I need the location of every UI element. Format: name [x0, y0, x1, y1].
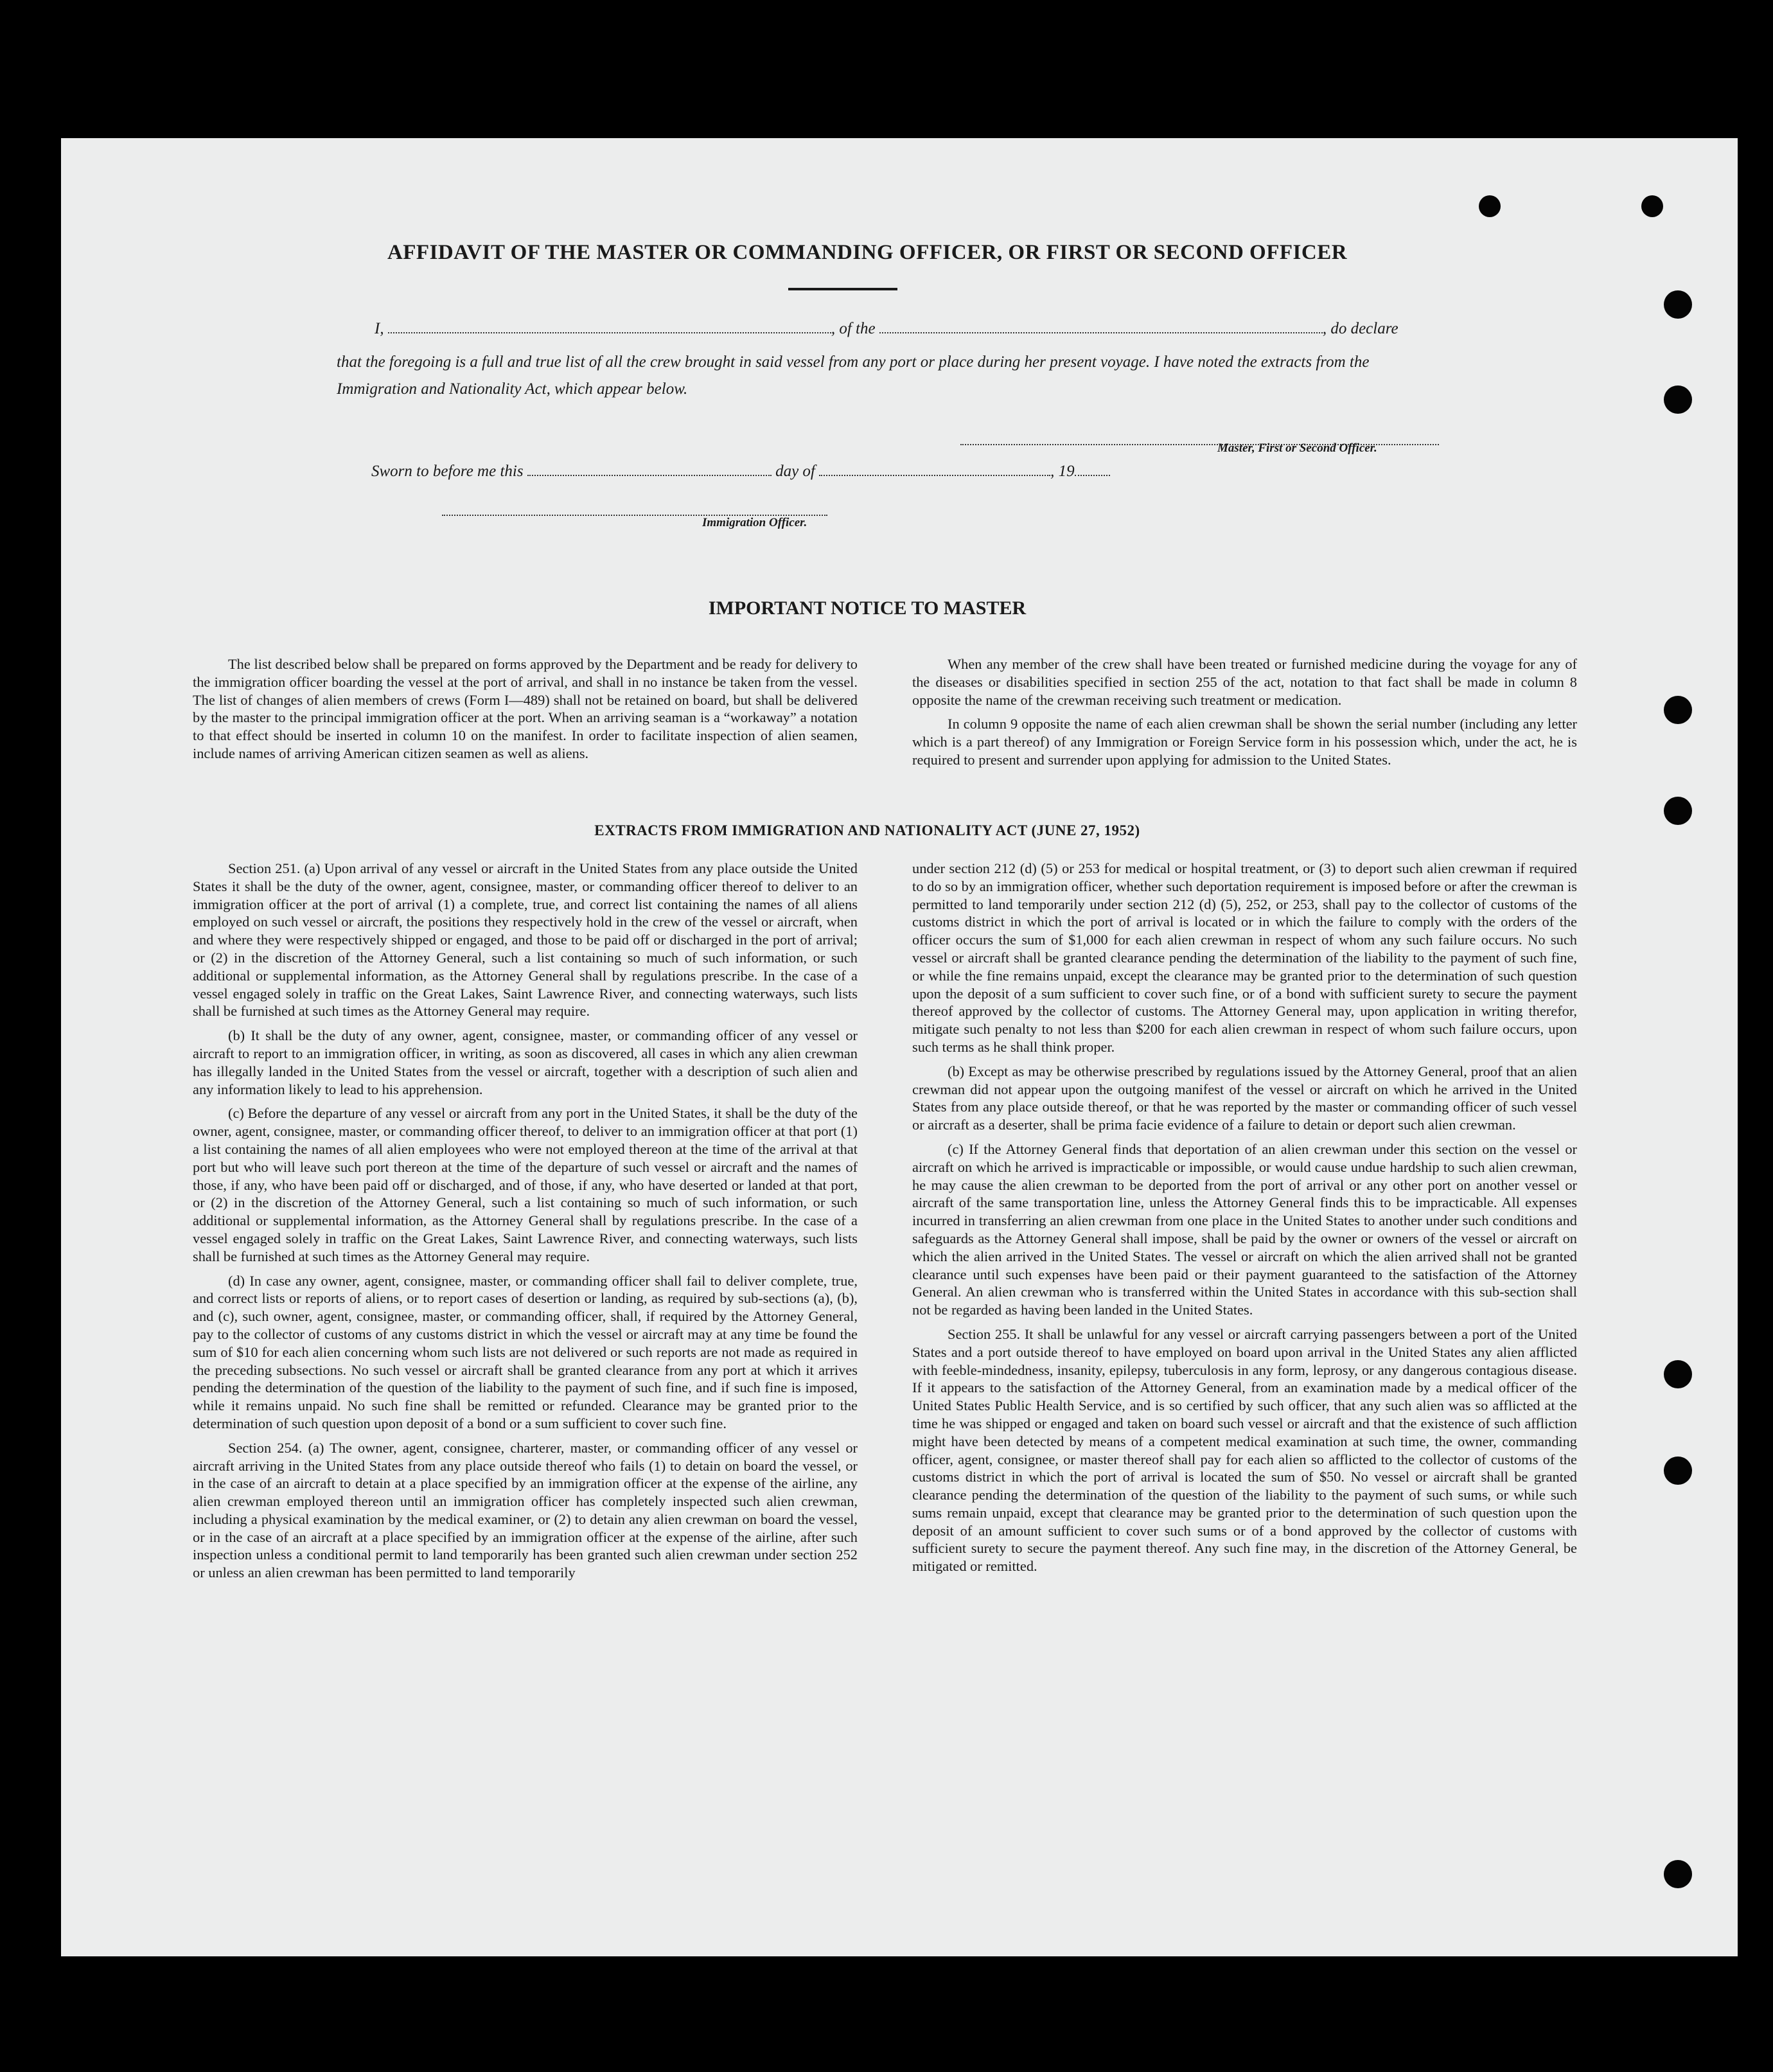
declaration-text: that the foregoing is a full and true list of all the crew brought in said vessel from any port or place during her present voyage. I have noted the extracts from the Immigration and Nationality Act, which appear below.	[337, 353, 1370, 398]
extract-paragraph: Section 251. (a) Upon arrival of any vessel or aircraft in the United States from any place outside the United States it shall be the duty of the owner, agent, consignee, master, or commanding officer thereof to deliver to an immigration officer at the port of arrival (1) a complete, true, and correct list containing the names of all aliens employed on such vessel or aircraft, the positions they respectively hold in the crew of the vessel or aircraft, when and where they were respectively shipped or engaged, and those to be paid off or discharged in the port of arrival; or (2) in the discretion of the Attorney General, such a list containing so much of such information, or such additional or supplemental information, as the Attorney General shall by regulations prescribe. In the case of a vessel engaged solely in traffic on the Great Lakes, Saint Lawrence River, and connecting waterways, such lists shall be furnished at such times as the Attorney General may require.	[193, 860, 858, 1020]
punch-hole	[1664, 1457, 1692, 1485]
punch-hole	[1664, 797, 1692, 825]
immigration-officer-caption: Immigration Officer.	[702, 516, 807, 529]
sworn-year-field[interactable]	[1075, 474, 1110, 476]
notice-paragraph: In column 9 opposite the name of each alien crewman shall be shown the serial number (including any letter which is a part thereof) of any Immigration or Foreign Service form in his possession which, under the act, he is required to present and surrender upon applying for admission to the United States.	[912, 716, 1577, 768]
vessel-name-field[interactable]	[879, 332, 1323, 333]
punch-hole	[1664, 290, 1692, 319]
declarant-name-field[interactable]	[388, 332, 831, 333]
extract-paragraph: (d) In case any owner, agent, consignee, master, or commanding officer shall fail to deliver complete, true, and correct lists or reports of aliens, or to report cases of desertion or landing, as required by sub-sections (a), (b), and (c), such owner, agent, consignee, master, or commanding officer, shall, if required by the Attorney General, pay to the collector of customs of any customs district in which the vessel or aircraft may at any time be found the sum of $10 for each alien concerning whom such lists are not delivered or such reports are not made as required in the preceding subsections. No such vessel or aircraft shall be granted clearance from any port at which it arrives pending the determination of the question of the liability to the payment of such fine, and if such fine is imposed, while it remains unpaid. No such fine shall be remitted or refunded. Clearance may be granted prior to the determination of such question upon deposit of a bond or a sum sufficient to cover such fine.	[193, 1272, 858, 1431]
declarant-prefix: I,	[375, 320, 384, 337]
punch-hole	[1664, 1860, 1692, 1888]
extracts-left-column	[193, 860, 858, 1588]
day-of-label: day of	[775, 463, 815, 480]
sworn-line	[371, 463, 1206, 481]
sworn-label: Sworn to before me this	[371, 463, 524, 480]
affidavit-title: AFFIDAVIT OF THE MASTER OR COMMANDING OFFICER, OR FIRST OR SECOND OFFICER	[387, 241, 1348, 264]
punch-hole	[1664, 696, 1692, 724]
extract-paragraph: Section 254. (a) The owner, agent, consignee, charterer, master, or commanding officer of any vessel or aircraft arriving in the United States from any place outside thereof who fails (1) to detain on board the vessel, or in the case of an aircraft to detain at a place specified by an immigration officer at the expense of the airline, any alien crewman employed thereon until an immigration officer has completely inspected such alien crewman, including a physical examination by the medical examiner, or (2) to detain any alien crewman on board the vessel, or in the case of an aircraft at a place specified by an immigration officer at the expense of the airline, after such inspection unless a conditional permit to land temporarily has been granted such alien crewman under section 252 or unless an alien crewman has been permitted to land temporarily	[193, 1439, 858, 1581]
extract-paragraph: (c) If the Attorney General finds that deportation of an alien crewman under this section on the vessel or aircraft on which he arrived is impracticable or impossible, or would cause undue hardship to such alien crewman, he may cause the alien crewman to be deported from the port of arrival or any other port on another vessel or aircraft of the same transportation line, unless the Attorney General finds this to be impracticable. All expenses incurred in transferring an alien crewman from one place in the United States to another under such conditions and safeguards as the Attorney General shall impose, shall be paid by the owner or owners of the vessel or aircraft on which the alien arrived in the United States. The vessel or aircraft on which the alien arrived shall not be granted clearance until such expenses have been paid or their payment guaranteed to the satisfaction of the Attorney General. An alien crewman who is transferred within the United States in accordance with this sub-section shall not be regarded as having been landed in the United States.	[912, 1140, 1577, 1318]
extracts-right-column	[912, 860, 1577, 1582]
master-signature-caption: Master, First or Second Officer.	[1217, 441, 1377, 455]
punch-hole	[1479, 195, 1501, 217]
year-prefix-label: , 19	[1050, 463, 1075, 480]
notice-right-column	[912, 655, 1577, 775]
notice-paragraph: The list described below shall be prepared on forms approved by the Department and be ready for delivery to the immigration officer boarding the vessel at the port of arrival, and shall in no instance be taken from the vessel. The list of changes of alien members of crews (Form I—489) shall not be retained on board, but shall be delivered by the master to the principal immigration officer at the port. When an arriving seaman is a “workaway” a notation to that effect should be inserted in column 10 on the manifest. In order to facilitate inspection of alien seamen, include names of arriving American citizen seamen as well as aliens.	[193, 656, 858, 761]
title-rule	[788, 288, 897, 290]
punch-hole	[1664, 385, 1692, 414]
extract-paragraph: (b) It shall be the duty of any owner, agent, consignee, master, or commanding officer of any vessel or aircraft to report to an immigration officer, in writing, as soon as discovered, all cases in which any alien crewman has illegally landed in the United States from the vessel or aircraft, together with a description of such alien and any information likely to lead to his apprehension.	[193, 1027, 858, 1097]
punch-hole	[1664, 1360, 1692, 1388]
declaration-line	[375, 320, 1434, 338]
notice-title: IMPORTANT NOTICE TO MASTER	[708, 598, 1027, 619]
do-declare-label: , do declare	[1322, 320, 1398, 337]
notice-left-column	[193, 655, 858, 769]
sworn-month-field[interactable]	[819, 474, 1050, 476]
vessel-of-label: , of the	[831, 320, 876, 337]
extract-paragraph: (b) Except as may be otherwise prescribed by regulations issued by the Attorney General, proof that an alien crewman did not appear upon the outgoing manifest of the vessel or aircraft on which he arrived in the United States from any place outside thereof, or that he was reported by the master or commanding officer of such vessel or aircraft as a deserter, shall be prima facie evidence of a failure to detain or deport such alien crewman.	[912, 1063, 1577, 1133]
notice-paragraph: When any member of the crew shall have been treated or furnished medicine during the voyage for any of the diseases or disabilities specified in section 255 of the act, notation to that fact shall be made in column 8 opposite the name of the crewman receiving such treatment or medication.	[912, 656, 1577, 708]
punch-hole	[1641, 195, 1663, 217]
extract-paragraph: (c) Before the departure of any vessel or aircraft from any port in the United States, it shall be the duty of the owner, agent, consignee, master, or commanding officer thereof, to deliver to an immigration officer at that port (1) a list containing the names of all alien employees who were not employed thereon at the time of the arrival at that port but who will leave such port thereon at the time of the departure of such vessel or aircraft and the names of those, if any, who have been paid off or discharged, and of those, if any, who have deserted or landed at that port, or (2) in the discretion of the Attorney General, such a list containing so much of such information, or such additional or supplemental information, as the Attorney General shall by regulations prescribe. In the case of a vessel engaged solely in traffic on the Great Lakes, Saint Lawrence River, and connecting waterways, such lists shall be furnished at such times as the Attorney General may require.	[193, 1105, 858, 1264]
sworn-day-field[interactable]	[527, 474, 772, 476]
extract-paragraph: under section 212 (d) (5) or 253 for medical or hospital treatment, or (3) to deport such alien crewman if required to do so by an immigration officer, whether such deportation requirement is imposed before or after the crewman is permitted to land temporarily under section 212 (d) (5), 252, or 253, shall pay to the collector of customs of the customs district in which the port of arrival is located or in which the failure to comply with the orders of the officer occurs the sum of $1,000 for each alien crewman in respect of whom any such failure occurs. No such vessel or aircraft shall be granted clearance pending the determination of the liability to the payment of such fine, or while the fine remains unpaid, except the clearance may be granted prior to the determination of such question upon the deposit of a sum sufficient to cover such fine, or of a bond with sufficient surety to secure the payment thereof approved by the collector of customs. The Attorney General may, upon application in writing therefor, mitigate such penalty to not less than $200 for each alien crewman in respect of whom such failure occurs, upon such terms as he shall think proper.	[912, 860, 1577, 1055]
extracts-title: EXTRACTS FROM IMMIGRATION AND NATIONALITY ACT (JUNE 27, 1952)	[594, 822, 1140, 838]
extract-paragraph: Section 255. It shall be unlawful for any vessel or aircraft carrying passengers between a port of the United States and a port outside thereof to have employed on board upon arrival in the United States any alien afflicted with feeble-mindedness, insanity, epilepsy, tuberculosis in any form, leprosy, or any dangerous contagious disease. If it appears to the satisfaction of the Attorney General, from an examination made by a medical officer of the United States Public Health Service, and is so certified by such officer, that any such alien was so afflicted at the time he was shipped or engaged and taken on board such vessel or aircraft and that the existence of such affliction might have been detected by means of a competent medical examination at such time, the owner, commanding officer, agent, consignee, or master thereof shall pay for each alien so afflicted to the collector of customs of the customs district in which the port of arrival is located the sum of $50. No vessel or aircraft shall be granted clearance pending the determination of the question of the liability to the payment of such sums, or while such sums remain unpaid, except that clearance may be granted prior to the determination of such question upon the deposit of an amount sufficient to cover such sums or of a bond approved by the collector of customs with sufficient surety to secure the payment thereof. Any such fine may, in the discretion of the Attorney General, be mitigated or remitted.	[912, 1325, 1577, 1575]
